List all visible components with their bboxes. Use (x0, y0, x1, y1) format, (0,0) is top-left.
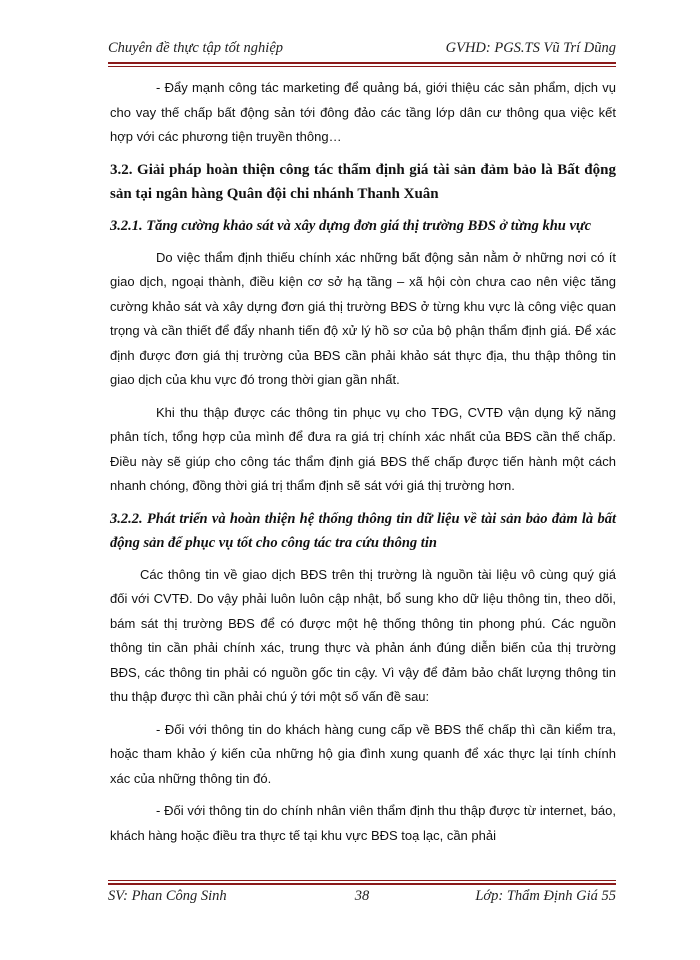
header-title: Chuyên đề thực tập tốt nghiệp (108, 40, 284, 56)
footer-student: SV: Phan Công Sinh (108, 888, 227, 904)
header-rule (108, 62, 616, 64)
paragraph-staff-info: - Đối với thông tin do chính nhân viên thẩm định thu thập được từ internet, báo, khách hàng hoặc điều tra thực tế tại khu vực BĐS toạ lạc, cần phải (110, 803, 616, 843)
header-rule-thin (108, 66, 616, 67)
paragraph-collect-info: Khi thu thập được các thông tin phục vụ cho TĐG, CVTĐ vận dụng kỹ năng phân tích, tổng hợp của mình để đưa ra giá trị chính xác nhất của BĐS cần thế chấp. Điều này sẽ giúp cho công tác thẩm định giá BĐS thế chấp được tiến hành một cách nhanh chóng, đồng thời giá trị thẩm định sẽ sát với giá thị trường hơn. (110, 404, 616, 493)
page-header (108, 40, 616, 62)
footer-rule (108, 883, 616, 885)
page-number: 38 (354, 888, 370, 904)
paragraph-survey: Do việc thẩm định thiếu chính xác những bất động sản nằm ở những nơi có ít giao dịch, ngoại thành, điều kiện cơ sở hạ tầng – xã hội còn chưa cao nên việc tăng cường khảo sát và xây dựng đơn giá thị trường BĐS ở từng khu vực là công việc quan trọng và cần thiết để đẩy nhanh tiến độ xử lý hồ sơ của bộ phận thẩm định giá. Để xác định được đơn giá thị trường của BĐS cần phải khảo sát thực địa, thu thập thông tin giao dịch của khu vực đó trong thời gian gần nhất. (110, 249, 616, 387)
footer-class: Lớp: Thẩm Định Giá 55 (475, 888, 616, 904)
heading-3-2-2: 3.2.2. Phát triển và hoàn thiện hệ thống thông tin dữ liệu về tài sản bảo đảm là bất động sản để phục vụ tốt cho công tác tra cứu thông tin (110, 510, 616, 551)
heading-3-2: 3.2. Giải pháp hoàn thiện công tác thẩm định giá tài sản đảm bảo là Bất động sản tại ngân hàng Quân đội chi nhánh Thanh Xuân (110, 161, 616, 202)
paragraph-customer-info: - Đối với thông tin do khách hàng cung cấp về BĐS thế chấp thì cần kiểm tra, hoặc tham khảo ý kiến của những hộ gia đình xung quanh để xác thực lại tính chính xác của những thông tin đó. (110, 721, 616, 786)
header-advisor: GVHD: PGS.TS Vũ Trí Dũng (445, 40, 616, 56)
paragraph-transactions: Các thông tin về giao dịch BĐS trên thị trường là nguồn tài liệu vô cùng quý giá đối với CVTĐ. Do vậy phải luôn luôn cập nhật, bổ sung kho dữ liệu thông tin, theo dõi, bám sát thị trường BĐS để có được một hệ thống thông tin phong phú. Các nguồn thông tin cần phải chính xác, trung thực và phản ánh đúng diễn biến của thị trường BĐS, các thông tin phải có nguồn gốc tin cậy. Vì vậy để đảm bảo chất lượng thông tin thu thập được thì cần phải chú ý tới một số vấn đề sau: (110, 566, 616, 704)
page-body (110, 76, 616, 856)
page-footer (108, 888, 616, 910)
heading-3-2-1: 3.2.1. Tăng cường khảo sát và xây dựng đơn giá thị trường BĐS ở từng khu vực (110, 217, 592, 234)
paragraph-marketing: - Đẩy mạnh công tác marketing để quảng bá, giới thiệu các sản phẩm, dịch vụ cho vay thế chấp bất động sản tới đông đảo các tầng lớp dân cư thông qua việc kết hợp với các phương tiện truyền thông… (110, 80, 616, 144)
footer-rule-thin (108, 880, 616, 881)
